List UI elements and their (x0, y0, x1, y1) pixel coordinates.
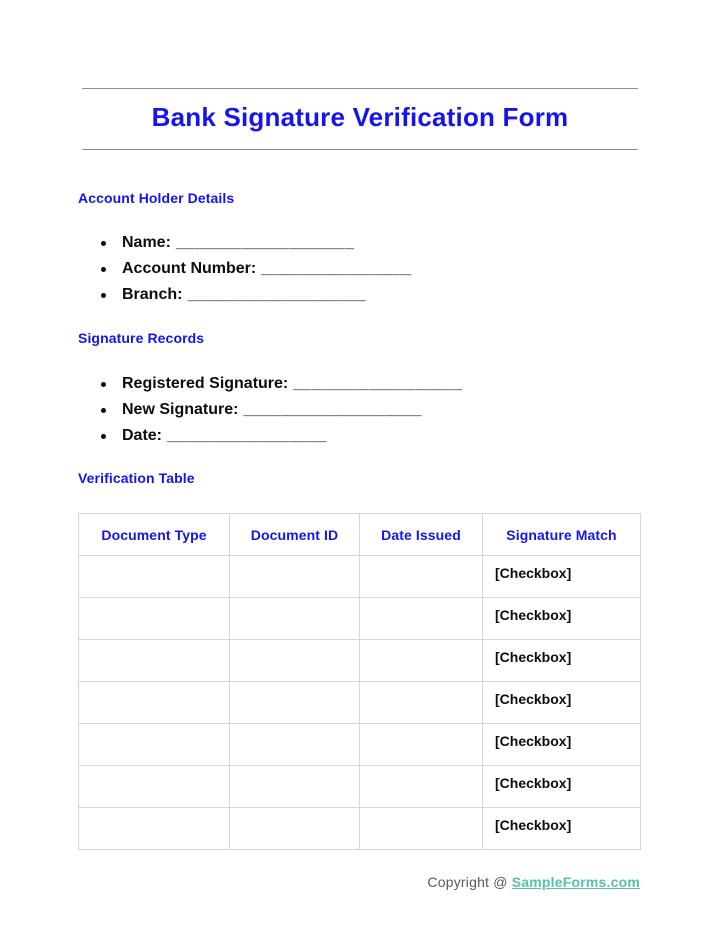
cell-date-issued (360, 724, 483, 766)
cell-date-issued (360, 556, 483, 598)
cell-document-id (230, 724, 360, 766)
bullet-icon (101, 293, 106, 298)
account-holder-fields (101, 230, 412, 308)
column-header-signature-match: Signature Match (483, 514, 641, 556)
cell-document-id (230, 766, 360, 808)
cell-signature-match: [Checkbox] (483, 640, 641, 682)
blank-line: ___________________ (243, 401, 423, 418)
table-row (79, 598, 641, 640)
cell-document-type (79, 724, 230, 766)
cell-document-type (79, 766, 230, 808)
column-header-date-issued: Date Issued (360, 514, 483, 556)
cell-signature-match: [Checkbox] (483, 556, 641, 598)
bullet-icon (101, 408, 106, 413)
cell-document-type (79, 682, 230, 724)
section-heading-verification-table: Verification Table (78, 470, 195, 486)
cell-document-id (230, 808, 360, 850)
field-label: Account Number: (122, 260, 257, 277)
cell-signature-match: [Checkbox] (483, 808, 641, 850)
signature-records-fields (101, 371, 462, 449)
cell-signature-match: [Checkbox] (483, 724, 641, 766)
footer-copyright (427, 874, 640, 890)
blank-line: _________________ (167, 427, 327, 444)
cell-date-issued (360, 598, 483, 640)
page-title: Bank Signature Verification Form (151, 102, 569, 132)
cell-document-id (230, 682, 360, 724)
cell-date-issued (360, 640, 483, 682)
table-row (79, 808, 641, 850)
blank-line: ___________________ (175, 234, 355, 251)
blank-line: ___________________ (187, 286, 367, 303)
blank-line: __________________ (293, 375, 463, 392)
bullet-icon (101, 382, 106, 387)
field-name (101, 230, 412, 256)
title-divider-top (82, 88, 638, 89)
cell-date-issued (360, 766, 483, 808)
field-branch (101, 282, 412, 308)
verification-table (78, 513, 641, 850)
field-registered-signature (101, 371, 462, 397)
table-row (79, 556, 641, 598)
field-label: Branch: (122, 286, 183, 303)
table-row (79, 766, 641, 808)
table-row (79, 682, 641, 724)
bullet-icon (101, 434, 106, 439)
table-row (79, 640, 641, 682)
cell-document-id (230, 598, 360, 640)
bullet-icon (101, 267, 106, 272)
cell-signature-match: [Checkbox] (483, 766, 641, 808)
field-new-signature (101, 397, 462, 423)
column-header-document-type: Document Type (79, 514, 230, 556)
table-header-row (79, 514, 641, 556)
field-date (101, 423, 462, 449)
bullet-icon (101, 241, 106, 246)
cell-document-id (230, 640, 360, 682)
cell-signature-match: [Checkbox] (483, 598, 641, 640)
cell-document-id (230, 556, 360, 598)
field-account-number (101, 256, 412, 282)
cell-date-issued (360, 682, 483, 724)
field-label: Date: (122, 427, 163, 444)
copyright-text: Copyright @ (427, 874, 512, 890)
cell-document-type (79, 640, 230, 682)
section-heading-signature-records: Signature Records (78, 330, 205, 346)
sampleforms-link[interactable]: SampleForms.com (511, 874, 640, 890)
column-header-document-id: Document ID (230, 514, 360, 556)
cell-date-issued (360, 808, 483, 850)
section-heading-account-holder: Account Holder Details (78, 190, 235, 206)
blank-line: ________________ (261, 260, 412, 277)
cell-document-type (79, 556, 230, 598)
table-row (79, 724, 641, 766)
field-label: New Signature: (122, 401, 239, 418)
title-divider-bottom (82, 149, 638, 150)
cell-document-type (79, 808, 230, 850)
cell-document-type (79, 598, 230, 640)
field-label: Registered Signature: (122, 375, 289, 392)
cell-signature-match: [Checkbox] (483, 682, 641, 724)
field-label: Name: (122, 234, 171, 251)
